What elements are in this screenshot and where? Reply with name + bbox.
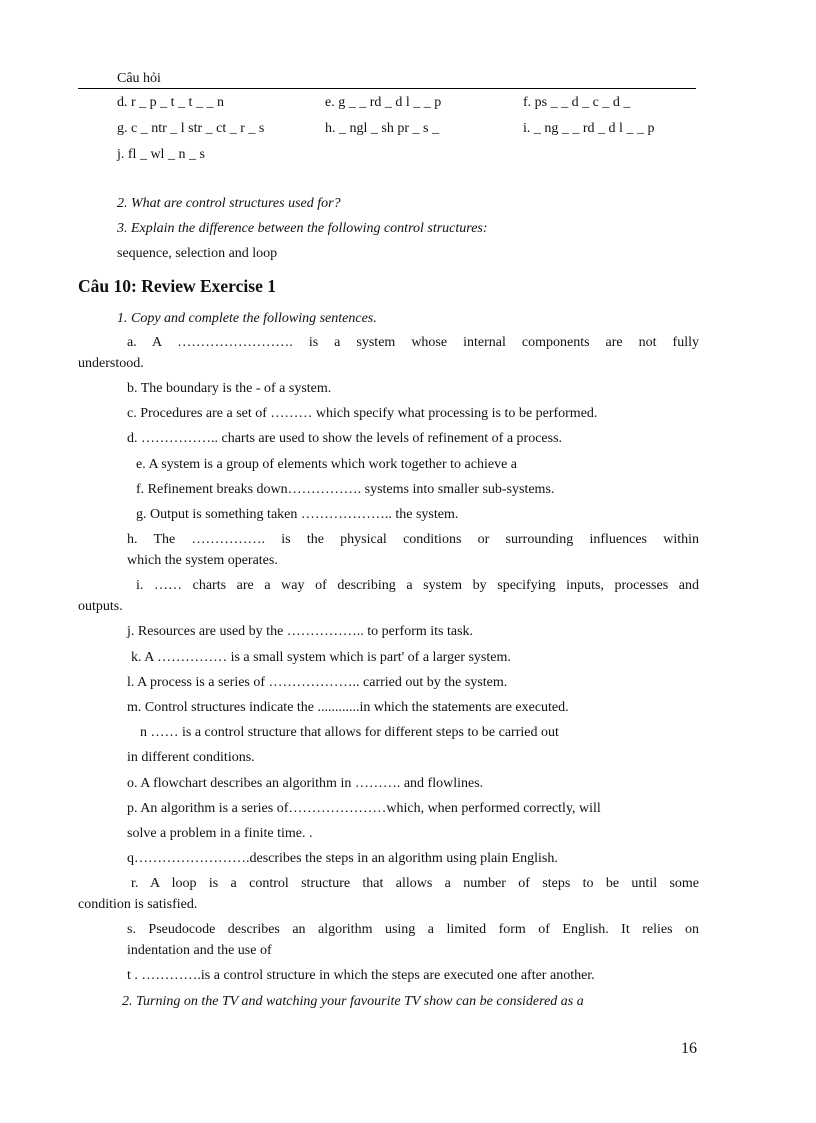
item-p-line1: p. An algorithm is a series of…………………which, when performed correctly, will bbox=[127, 801, 601, 816]
puzzle-h: h. _ ngl _ sh pr _ s _ bbox=[325, 121, 439, 136]
item-n-line2: in different conditions. bbox=[127, 750, 255, 765]
item-s-line1: s. Pseudocode describes an algorithm using a limited form of English. It relies on bbox=[127, 922, 699, 937]
question-3-items: sequence, selection and loop bbox=[117, 246, 278, 261]
question-3: 3. Explain the difference between the following control structures: bbox=[117, 221, 488, 236]
puzzle-e: e. g _ _ rd _ d l _ _ p bbox=[325, 95, 442, 110]
puzzle-j: j. fl _ wl _ n _ s bbox=[117, 147, 205, 162]
item-g: g. Output is something taken ……………….. the system. bbox=[136, 507, 459, 522]
puzzle-i: i. _ ng _ _ rd _ d l _ _ p bbox=[523, 121, 655, 136]
puzzle-d: d. r _ p _ t _ t _ _ n bbox=[117, 95, 224, 110]
question-2: 2. What are control structures used for? bbox=[117, 196, 341, 211]
item-o: o. A flowchart describes an algorithm in ………. and flowlines. bbox=[127, 776, 484, 791]
item-t: t . ………….is a control structure in which the steps are executed one after another. bbox=[127, 968, 595, 983]
item-c: c. Procedures are a set of ……… which specify what processing is to be performed. bbox=[127, 406, 598, 421]
item-m: m. Control structures indicate the ............in which the statements are executed. bbox=[127, 700, 569, 715]
item-r-line2: condition is satisfied. bbox=[78, 897, 198, 912]
section-title: Câu 10: Review Exercise 1 bbox=[78, 276, 276, 296]
item-d: d. …………….. charts are used to show the levels of refinement of a process. bbox=[127, 431, 563, 446]
item-k: k. A …………… is a small system which is part' of a larger system. bbox=[131, 650, 511, 665]
puzzle-f: f. ps _ _ d _ c _ d _ bbox=[523, 95, 631, 110]
item-j: j. Resources are used by the …………….. to perform its task. bbox=[127, 624, 474, 639]
item-q: q…………………….describes the steps in an algorithm using plain English. bbox=[127, 851, 558, 866]
item-a-line1: a. A ……………………. is a system whose internal components are not fully bbox=[127, 335, 699, 350]
item-f: f. Refinement breaks down……………. systems into smaller sub-systems. bbox=[136, 482, 555, 497]
item-n-line1: n …… is a control structure that allows for different steps to be carried out bbox=[140, 725, 559, 740]
item-e: e. A system is a group of elements which work together to achieve a bbox=[136, 457, 518, 472]
instruction: 1. Copy and complete the following sentences. bbox=[117, 311, 377, 326]
item-p-line2: solve a problem in a finite time. . bbox=[127, 826, 313, 841]
item-h-line2: which the system operates. bbox=[127, 553, 278, 568]
question-tv: 2. Turning on the TV and watching your favourite TV show can be considered as a bbox=[122, 994, 584, 1009]
item-b: b. The boundary is the - of a system. bbox=[127, 381, 332, 396]
item-s-line2: indentation and the use of bbox=[127, 943, 272, 958]
item-a-line2: understood. bbox=[78, 356, 144, 371]
item-i-line2: outputs. bbox=[78, 599, 123, 614]
item-l: l. A process is a series of ……………….. carried out by the system. bbox=[127, 675, 508, 690]
item-h-line1: h. The ……………. is the physical conditions or surrounding influences within bbox=[127, 532, 699, 547]
puzzle-g: g. c _ ntr _ l str _ ct _ r _ s bbox=[117, 121, 265, 136]
page-number: 16 bbox=[681, 1040, 697, 1057]
item-r-line1: r. A loop is a control structure that allows a number of steps to be until some bbox=[131, 876, 699, 891]
header-rule bbox=[78, 88, 696, 89]
header-label: Câu hỏi bbox=[117, 71, 161, 86]
item-i-line1: i. …… charts are a way of describing a system by specifying inputs, processes and bbox=[136, 578, 699, 593]
